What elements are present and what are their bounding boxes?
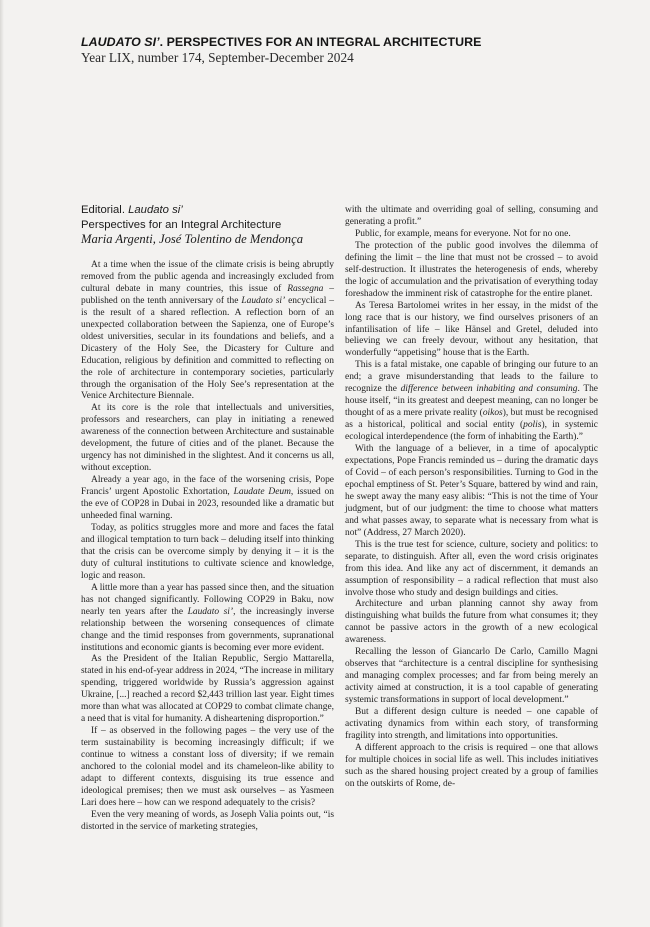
paragraph: Even the very meaning of words, as Joseph Valia points out, “is distorted in the service of marketing strategies, [81,809,334,832]
left-column-body [81,260,334,834]
journal-issue: Year LIX, number 174, September-December 2024 [81,50,354,65]
editorial-label-italic: Laudato si’ [128,204,183,216]
paragraph: A little more than a year has passed since then, and the situation has not changed significantly. Following COP29 in Baku, now nearly ten years after the Laudato si’, the increasingly inverse relationship between the worsening consequences of climate change and the timid responses from governments, supranational institutions and economic giants is becoming ever more evident. [81,582,335,653]
paragraph: Public, for example, means for everyone. Not for no one. [355,228,571,239]
paragraph: At a time when the issue of the climate crisis is being abruptly removed from the public agenda and increasingly excluded from cultural debate in many countries, this issue of Rassegna – published on the tenth anniversary of the Laudato si’ encyclical – is the result of a shared reflection. A reflection born of an unexpected collaboration between the Sapienza, one of Europe’s oldest universities, secular in its foundations and beliefs, and a Dicastery of the Holy See, the Dicastery for Culture and Education, religious by definition and committed to reflecting on the role of architecture in contemporary societies, particularly through the organisation of the Holy See’s representation at the Venice Architecture Biennale. [81,260,335,402]
paragraph: Architecture and urban planning cannot shy away from distinguishing what builds the future from what consumes it; they cannot be passive actors in the growth of a new ecological awareness. [345,599,598,646]
editorial-label [81,203,334,217]
journal-title [81,35,581,50]
paragraph: As the President of the Italian Republic, Sergio Mattarella, stated in his end-of-year address in 2024, “The increase in military spending, triggered worldwide by Russia’s aggression against Ukraine, [...] reached a record $2,443 trillion last year. Eight times more than what was allocated at COP29 to combat climate change, a need that is vital for humanity. A disheartening disproportion.” [81,654,334,725]
editorial-subtitle: Perspectives for an Integral Architecture [81,219,282,231]
paragraph: With the language of a believer, in a time of apocalyptic expectations, Pope Francis reminded us – during the dramatic days of Covid – of each person’s responsibilities. Turning to God in the epochal emptiness of St. Peter’s Square, battered by wind and rain, he swept away the many easy alibis: “This is not the time of Your judgment, but of our judgment: the time to choose what matters and what passes away, to separate what is necessary from what is not” (Address, 27 March 2020). [345,444,598,538]
paragraph: But a different design culture is needed – one capable of activating dynamics from within each story, of transforming fragility into strength, and limitations into opportunities. [345,707,598,741]
paragraph: If – as observed in the following pages – the very use of the term sustainability is becoming increasingly difficult; if we continue to witness a constant loss of diversity; if we remain anchored to the colonial model and its chameleon-like ability to adapt to different contexts, disguising its true essence and ideological premises; then we must ask ourselves – as Yasmeen Lari does here – how can we respond adequately to the crisis? [81,726,334,808]
journal-title-italic: LAUDATO SI’ [81,35,160,49]
right-column-body [345,205,598,791]
paragraph: Already a year ago, in the face of the worsening crisis, Pope Francis’ urgent Apostolic Exhortation, Laudate Deum, issued on the eve of COP28 in Dubai in 2023, resounded like a dramatic but unheeded final warning. [81,475,334,522]
editorial-label-prefix: Editorial. [81,204,129,216]
paragraph: with the ultimate and overriding goal of selling, consuming and generating a profit.” [345,205,598,227]
paragraph: This is the true test for science, culture, society and politics: to separate, to distinguish. After all, even the word crisis originates from this idea. And like any act of discernment, it demands an assumption of responsibility – a radical reflection that must also involve those who study and design buildings and cities. [345,539,598,598]
paragraph: This is a fatal mistake, one capable of bringing our future to an end; a grave misunderstanding that leads to the failure to recognize the difference between inhabiting and consuming. The house itself, “in its greatest and deepest meaning, can no longer be thought of as a mere private reality (oikos), but must be recognised as a historical, political and social entity (polis), in systemic ecological interdependence (the form of inhabiting the Earth).” [345,360,599,443]
paragraph: As Teresa Bartolomei writes in her essay, in the midst of the long race that is our history, we find ourselves prisoners of an infantilisation of life – like Hänsel and Gretel, deluded into believing we can freely devour, without any hesitation, that wonderfully “appetising” house that is the Earth. [345,300,598,359]
journal-title-rest: . PERSPECTIVES FOR AN INTEGRAL ARCHITECTURE [159,35,482,49]
paragraph: At its core is the role that intellectuals and universities, professors and researchers, can play in initiating a renewed awareness of the connection between Architecture and sustainable development, the future of cities and of the planet. Because the urgency has not diminished in the slightest. And it concerns us all, without exception. [81,403,334,474]
paragraph: Today, as politics struggles more and more and faces the fatal and illogical temptation to turn back – deluding itself into thinking that the crisis can be overcome simply by denying it – it is the duty of cultural institutions to cultivate science and knowledge, logic and reason. [81,522,334,581]
paragraph: Recalling the lesson of Giancarlo De Carlo, Camillo Magni observes that “architecture is a central discipline for synthesising and managing complex processes; and far from being merely an activity aimed at construction, it is a tool capable of generating systemic transformations in support of local development.” [345,647,598,706]
editorial-authors: Maria Argenti, José Tolentino de Mendonça [81,232,303,246]
paragraph: A different approach to the crisis is required – one that allows for multiple choices in social life as well. This includes initiatives such as the shared housing project created by a group of families on the outskirts of Rome, de- [345,742,598,789]
left-column [81,203,334,834]
journal-header [81,35,581,66]
right-column [345,205,598,791]
paragraph: The protection of the public good involves the dilemma of defining the limit – the line that must not be crossed – to avoid self-destruction. It illustrates the heterogenesis of ends, whereby the logic of accumulation and the privatisation of everything today foreshadow the imminent risk of catastrophe for the entire planet. [345,240,598,299]
